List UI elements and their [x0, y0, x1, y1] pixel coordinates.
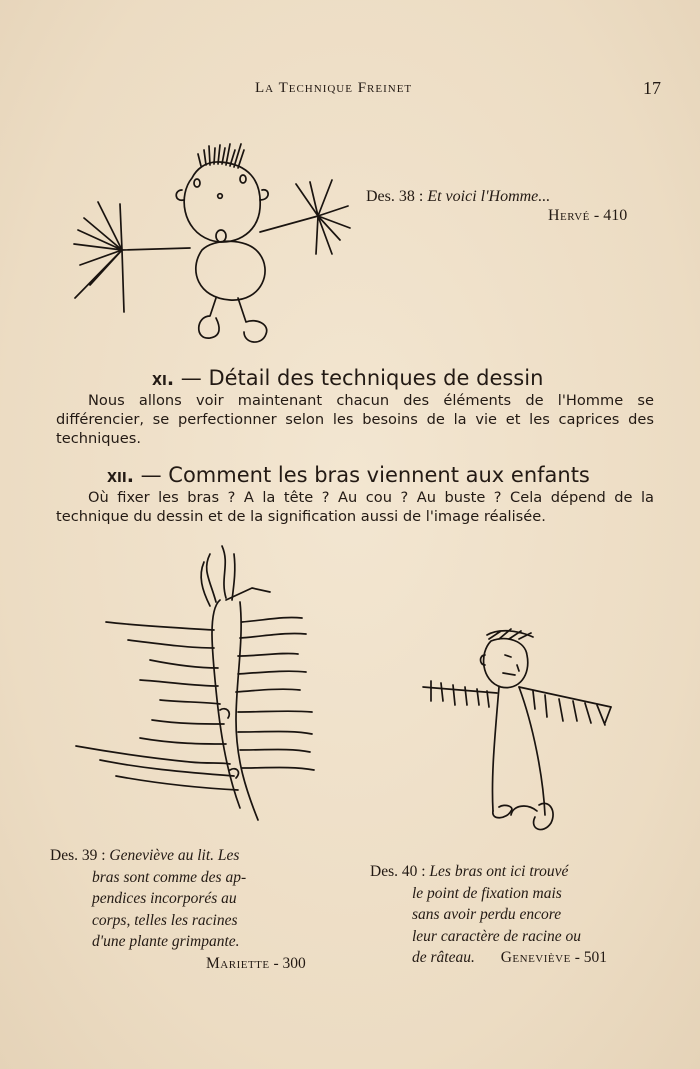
caption-40-age: - 501: [574, 949, 607, 966]
caption-39-line-5: d'une plante grimpante.: [92, 933, 240, 950]
section-12-heading: [107, 463, 590, 487]
caption-39-line-2: bras sont comme des ap-: [92, 868, 247, 886]
section-11-heading: [152, 366, 543, 390]
caption-39: [50, 845, 310, 974]
caption-39-age: - 300: [273, 954, 306, 972]
section-11-paragraph: Nous allons voir maintenant chacun des éléments de l'Homme se différencier, se perfectionner selon les besoins de la vie et les caprices des techniques.: [56, 392, 654, 447]
section-11-title: Détail des techniques de dessin: [208, 366, 544, 390]
section-11-number: xi.: [152, 368, 175, 390]
section-12-number: xii.: [107, 465, 134, 487]
section-12-title: Comment les bras viennent aux enfants: [168, 463, 590, 487]
caption-39-author: Mariette: [206, 954, 270, 972]
caption-38-signature: [548, 205, 627, 226]
caption-38-age: - 410: [593, 207, 628, 224]
section-12-dash: —: [140, 463, 162, 487]
caption-40-line-3: sans avoir perdu encore: [412, 906, 562, 923]
caption-38-author: Hervé: [548, 207, 590, 224]
drawing-39-genevieve-in-bed: [70, 540, 320, 830]
caption-38-title: Et voici l'Homme...: [427, 188, 551, 205]
caption-39-label: Des. 39 :: [50, 847, 106, 864]
caption-40-line-4: leur caractère de racine ou: [412, 927, 582, 945]
caption-40-line-5: de râteau.: [412, 949, 475, 966]
caption-40-line-2: le point de fixation mais: [412, 884, 562, 902]
drawing-40-man-rake-arms: [415, 625, 625, 840]
caption-40-label: Des. 40 :: [370, 863, 426, 880]
section-11-dash: —: [180, 366, 202, 390]
page-number: 17: [643, 78, 661, 98]
caption-39-line-4: corps, telles les racines: [92, 911, 238, 929]
caption-38-label: Des. 38 :: [366, 188, 424, 205]
caption-40-last-line: [370, 947, 670, 969]
caption-39-line-3: pendices incorporés au: [92, 890, 237, 907]
caption-38: [366, 186, 550, 207]
caption-40: [370, 861, 670, 969]
caption-39-signature: [50, 953, 310, 975]
caption-40-line-1: Les bras ont ici trouvé: [429, 863, 569, 880]
running-head: La Technique Freinet: [255, 80, 413, 96]
caption-39-line-1: Geneviève au lit. Les: [109, 847, 240, 864]
caption-40-author: Geneviève: [500, 949, 571, 966]
section-12-paragraph: Où fixer les bras ? A la tête ? Au cou ? Au buste ? Cela dépend de la technique du dessin et de la signification aussi de l'image réalisée.: [56, 489, 654, 525]
drawing-38-man: [70, 140, 360, 350]
